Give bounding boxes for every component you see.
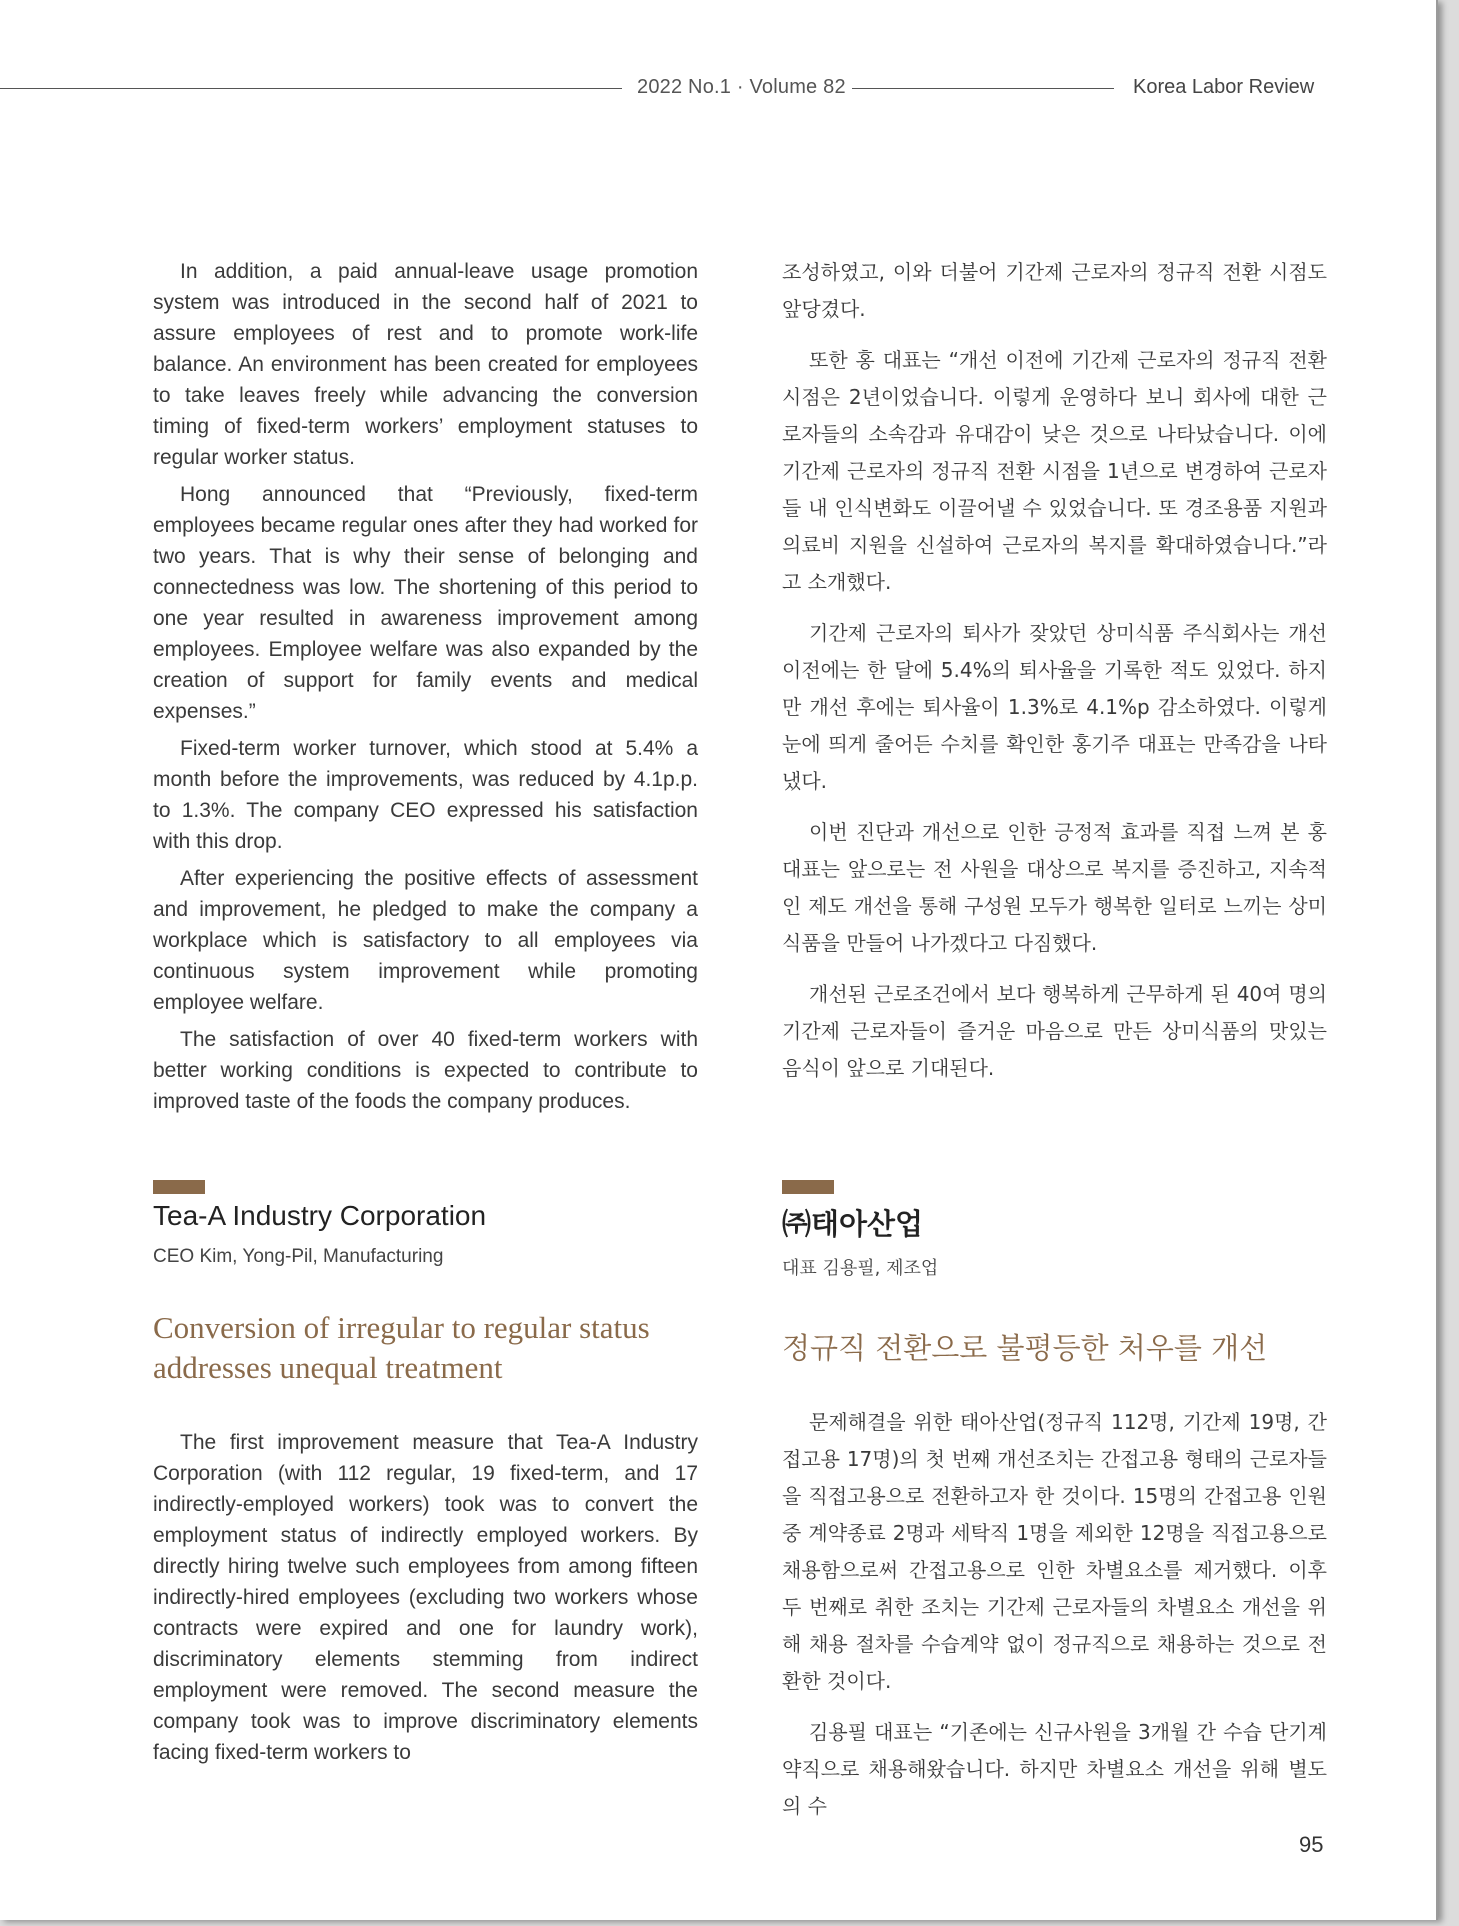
paragraph: 개선된 근로조건에서 보다 행복하게 근무하게 된 40여 명의 기간제 근로자들이 즐거운 마음으로 만든 상미식품의 맛있는 음식이 앞으로 기대된다. xyxy=(782,982,1327,1080)
section-accent-bar-en xyxy=(153,1180,205,1194)
ceo-info-ko: 대표 김용필, 제조업 xyxy=(782,1258,939,1279)
paragraph: In addition, a paid annual-leave usage promotion system was introduced in the second half of 2021 to assure employees of rest and to promote work-life balance. An environment has been created for employees to take leaves freely while advancing the conversion timing of fixed-term workers’ employment statuses to regular worker status. xyxy=(153,260,698,469)
paragraph: The satisfaction of over 40 fixed-term workers with better working conditions is expected to contribute to improved taste of the foods the company produces. xyxy=(153,1028,698,1113)
paragraph: 문제해결을 위한 태아산업(정규직 112명, 기간제 19명, 간접고용 17명)의 첫 번째 개선조치는 간접고용 형태의 근로자들을 직접고용으로 전환하고자 한 것이다. 15명의 간접고용 인원 중 계약종료 2명과 세탁직 1명을 제외한 12명을 직접고용으로 채용함으로써 간접고용으로 인한 차별요소를 제거했다. 이후 두 번째로 취한 조치는 기간제 근로자들의 차별요소 개선을 위해 채용 절차를 수습계약 없이 정규직으로 채용하는 것으로 전환한 것이다. xyxy=(782,1410,1327,1693)
paragraph: 김용필 대표는 “기존에는 신규사원을 3개월 간 수습 단기계약직으로 채용해왔습니다. 하지만 차별요소 개선을 위해 별도의 수 xyxy=(782,1720,1327,1818)
header-rule-left xyxy=(0,88,622,89)
article-subtitle-en: Conversion of irregular to regular status addresses unequal treatment xyxy=(153,1310,650,1385)
paragraph: 또한 홍 대표는 “개선 이전에 기간제 근로자의 정규직 전환 시점은 2년이었습니다. 이렇게 운영하다 보니 회사에 대한 근로자들의 소속감과 유대감이 낮은 것으로 나타났습니다. 이에 기간제 근로자의 정규직 전환 시점을 1년으로 변경하여 근로자들 내 인식변화도 이끌어낼 수 있었습니다. 또 경조용품 지원과 의료비 지원을 신설하여 근로자의 복지를 확대하였습니다.”라고 소개했다. xyxy=(782,348,1327,594)
company-name-en: Tea-A Industry Corporation xyxy=(153,1200,487,1231)
article-subtitle-ko: 정규직 전환으로 불평등한 처우를 개선 xyxy=(782,1331,1268,1365)
paragraph: The first improvement measure that Tea-A Industry Corporation (with 112 regular, 19 fixed-term, and 17 indirectly-employed workers) took was to convert the employment status of indirectly employed workers. By directly hiring twelve such employees from among fifteen indirectly-hired employees (excluding two workers whose contracts were expired and one for laundry work), discriminatory elements stemming from indirect employment were removed. The second measure the company took was to improve discriminatory elements facing fixed-term workers to xyxy=(153,1431,698,1764)
top-english-column xyxy=(153,256,698,1123)
paragraph: 이번 진단과 개선으로 인한 긍정적 효과를 직접 느껴 본 홍 대표는 앞으로는 전 사원을 대상으로 복지를 증진하고, 지속적인 제도 개선을 통해 구성원 모두가 행복한 일터로 느끼는 상미식품을 만들어 나가겠다고 다짐했다. xyxy=(782,820,1327,955)
page-number: 95 xyxy=(1299,1832,1324,1857)
paragraph: Hong announced that “Previously, fixed-term employees became regular ones after they had worked for two years. That is why their sense of belonging and connectedness was low. The shortening of this period to one year resulted in awareness improvement among employees. Employee welfare was also expanded by the creation of support for family events and medical expenses.” xyxy=(153,483,698,723)
bottom-english-column xyxy=(153,1427,698,1774)
paragraph: 기간제 근로자의 퇴사가 잦았던 상미식품 주식회사는 개선 이전에는 한 달에 5.4%의 퇴사율을 기록한 적도 있었다. 하지만 개선 후에는 퇴사율이 1.3%로 4.1%p 감소하였다. 이렇게 눈에 띄게 줄어든 수치를 확인한 홍기주 대표는 만족감을 나타냈다. xyxy=(782,621,1327,793)
paragraph: Fixed-term worker turnover, which stood at 5.4% a month before the improvements, was reduced by 4.1p.p. to 1.3%. The company CEO expressed his satisfaction with this drop. xyxy=(153,737,698,853)
header-issue: 2022 No.1 · Volume 82 xyxy=(637,76,846,98)
top-korean-column xyxy=(782,254,1327,1101)
company-name-ko: ㈜태아산업 xyxy=(782,1207,924,1241)
paragraph: 조성하였고, 이와 더불어 기간제 근로자의 정규직 전환 시점도 앞당겼다. xyxy=(782,260,1327,321)
bottom-korean-column xyxy=(782,1404,1327,1839)
header-rule-middle xyxy=(852,88,1114,89)
header-journal-title: Korea Labor Review xyxy=(1133,76,1315,98)
section-accent-bar-ko xyxy=(782,1180,834,1194)
paragraph: After experiencing the positive effects of assessment and improvement, he pledged to make the company a workplace which is satisfactory to all employees via continuous system improvement while promoting employee welfare. xyxy=(153,867,698,1014)
ceo-info-en: CEO Kim, Yong-Pil, Manufacturing xyxy=(153,1246,444,1267)
